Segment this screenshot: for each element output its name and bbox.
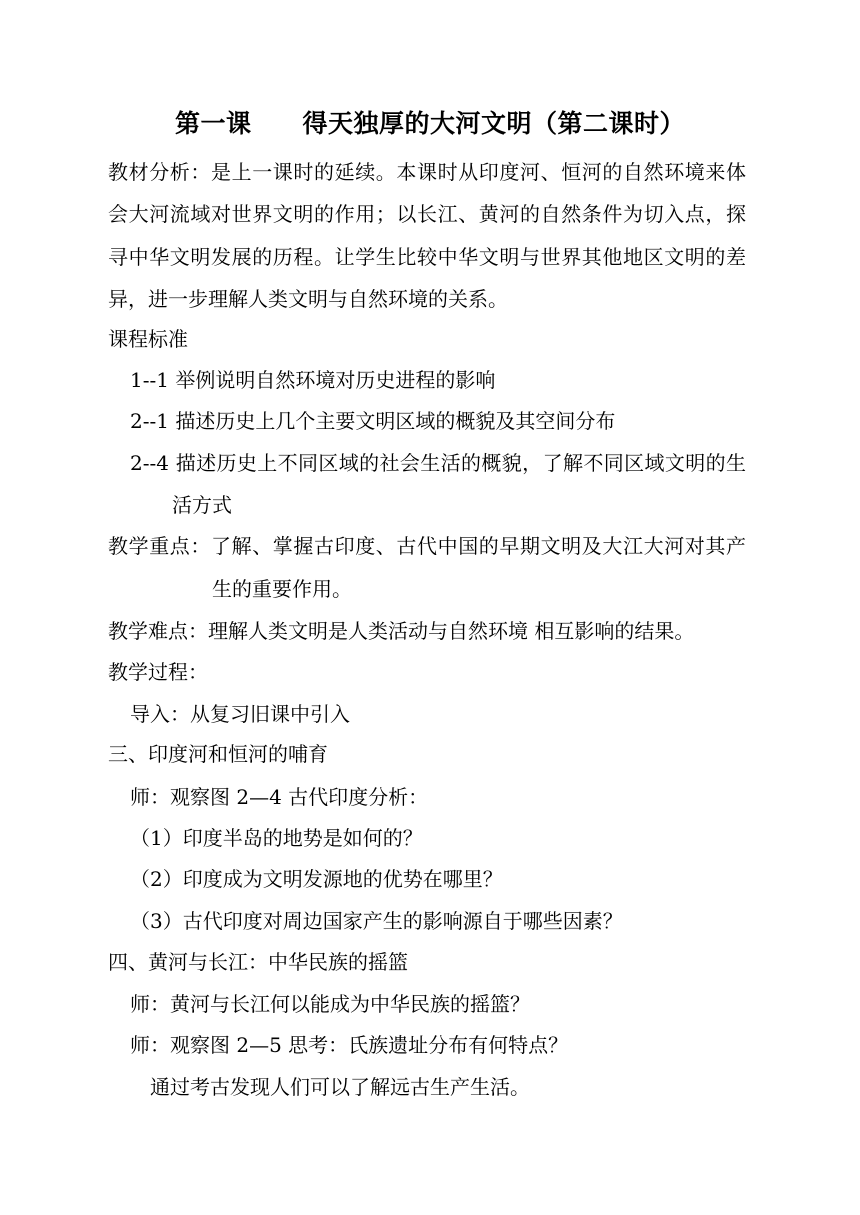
standard-item-1: 1--1 举例说明自然环境对历史进程的影响 bbox=[130, 368, 496, 392]
section-3-question-1: （1）印度半岛的地势是如何的？ bbox=[130, 826, 423, 850]
section-4-teacher-1: 师：黄河与长江何以能成为中华民族的摇篮？ bbox=[130, 992, 530, 1016]
page-title: 第一课 得天独厚的大河文明（第二课时） bbox=[174, 109, 685, 138]
standards-heading: 课程标准 bbox=[108, 327, 188, 351]
section-3-teacher: 师：观察图 2—4 古代印度分析： bbox=[130, 785, 429, 809]
standard-item-2: 2--1 描述历史上几个主要文明区域的概貌及其空间分布 bbox=[130, 409, 616, 433]
analysis-line-1: 教材分析：是上一课时的延续。本课时从印度河、恒河的自然环境来体 bbox=[108, 160, 746, 184]
section-3-heading: 三、印度河和恒河的哺育 bbox=[108, 742, 328, 766]
standard-item-3-line-2: 活方式 bbox=[172, 493, 232, 517]
section-3-question-3: （3）古代印度对周边国家产生的影响源自于哪些因素？ bbox=[130, 909, 623, 933]
difficulty: 教学难点：理解人类文明是人类活动与自然环境 相互影响的结果。 bbox=[108, 619, 695, 643]
analysis-line-4: 异，进一步理解人类文明与自然环境的关系。 bbox=[108, 287, 508, 311]
process-heading: 教学过程： bbox=[108, 660, 208, 684]
standard-item-3-line-1: 2--4 描述历史上不同区域的社会生活的概貌，了解不同区域文明的生 bbox=[130, 451, 746, 475]
section-4-note: 通过考古发现人们可以了解远古生产生活。 bbox=[150, 1075, 530, 1099]
analysis-line-3: 寻中华文明发展的历程。让学生比较中华文明与世界其他地区文明的差 bbox=[108, 245, 746, 269]
section-3-question-2: （2）印度成为文明发源地的优势在哪里？ bbox=[130, 867, 503, 891]
section-4-teacher-2: 师：观察图 2—5 思考：氏族遗址分布有何特点？ bbox=[130, 1033, 569, 1057]
process-intro: 导入：从复习旧课中引入 bbox=[130, 702, 350, 726]
key-points-line-1: 教学重点：了解、掌握古印度、古代中国的早期文明及大江大河对其产 bbox=[108, 534, 746, 558]
section-4-heading: 四、黄河与长江：中华民族的摇篮 bbox=[108, 950, 408, 974]
analysis-line-2: 会大河流域对世界文明的作用；以长江、黄河的自然条件为切入点，探 bbox=[108, 202, 746, 226]
key-points-line-2: 生的重要作用。 bbox=[212, 577, 352, 601]
